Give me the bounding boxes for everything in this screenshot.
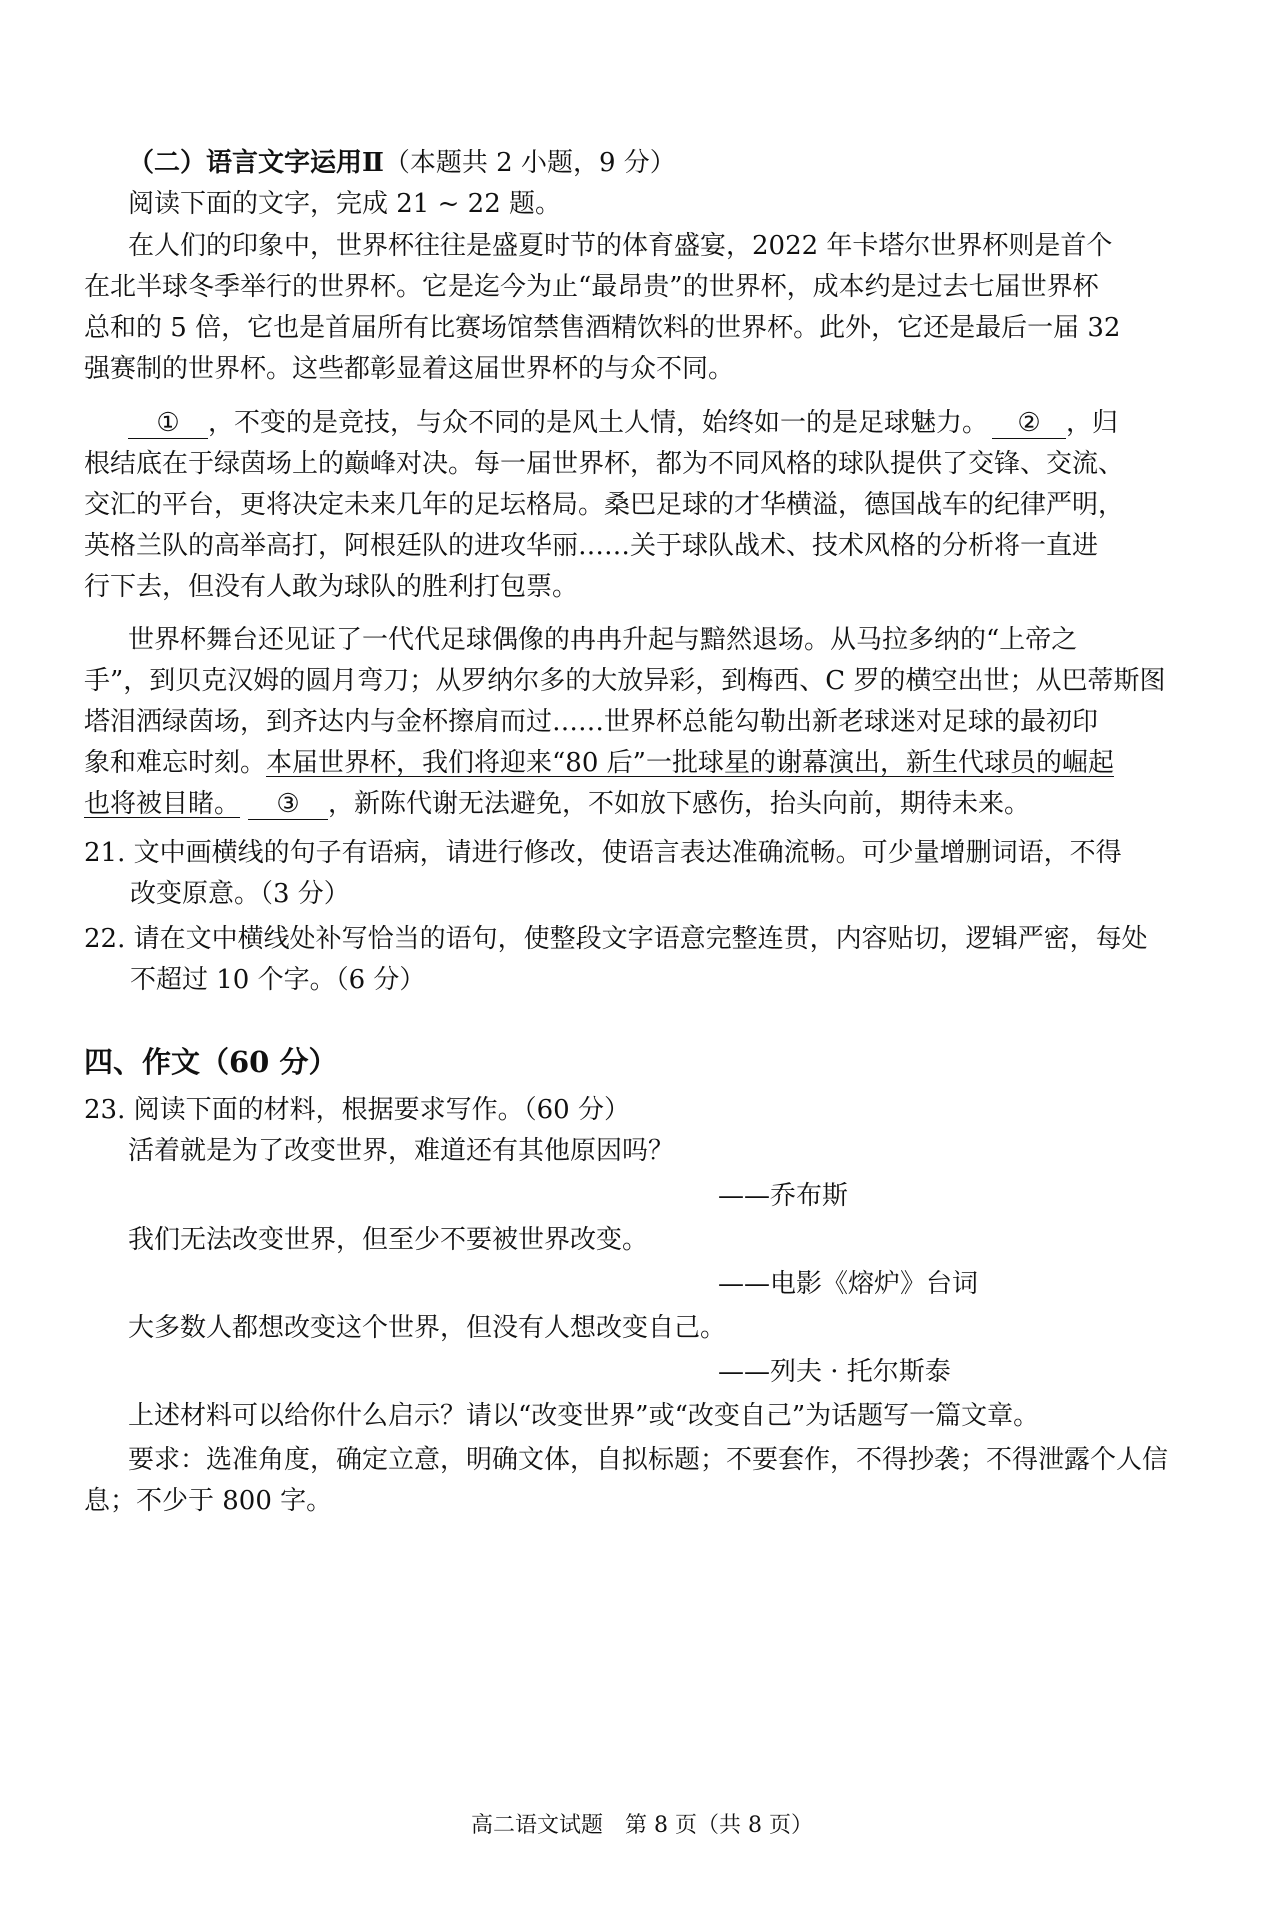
passage-p3-line-5 xyxy=(84,786,1030,822)
blank-3[interactable]: ③ xyxy=(248,789,328,820)
section-4-heading: 四、作文（60 分） xyxy=(84,1045,338,1079)
passage-p1-line-2: 在北半球冬季举行的世界杯。它是迄今为止“最昂贵”的世界杯，成本约是过去七届世界杯 xyxy=(84,272,1099,302)
passage-p3-line-1: 世界杯舞台还见证了一代代足球偶像的冉冉升起与黯然退场。从马拉多纳的“上帝之 xyxy=(128,625,1078,655)
question-21-line-1: 21. 文中画横线的句子有语病，请进行修改，使语言表达准确流畅。可少量增删词语，不得 xyxy=(84,838,1122,868)
passage-p2-line-3: 交汇的平台，更将决定未来几年的足坛格局。桑巴足球的才华横溢，德国战车的纪律严明， xyxy=(84,490,1125,520)
quote-3-source: ——列夫 · 托尔斯泰 xyxy=(718,1357,951,1387)
section-2-heading xyxy=(128,145,676,181)
blank-2[interactable]: ② xyxy=(992,408,1066,439)
question-21-line-2: 改变原意。（3 分） xyxy=(130,879,350,909)
passage-p2-line-5: 行下去，但没有人敢为球队的胜利打包票。 xyxy=(84,572,579,602)
question-23-prompt: 23. 阅读下面的材料，根据要求写作。（60 分） xyxy=(84,1095,630,1125)
question-22-line-1: 22. 请在文中横线处补写恰当的语句，使整段文字语意完整连贯，内容贴切，逻辑严密，每处 xyxy=(84,924,1148,954)
passage-p1-line-3: 总和的 5 倍，它也是首届所有比赛场馆禁售酒精饮料的世界杯。此外，它还是最后一届 32 xyxy=(84,313,1121,343)
blank-1[interactable]: ① xyxy=(128,408,208,439)
passage-p3-line-2: 手”，到贝克汉姆的圆月弯刀；从罗纳尔多的大放异彩，到梅西、C 罗的横空出世；从巴蒂斯图 xyxy=(84,666,1166,696)
quote-3-text: 大多数人都想改变这个世界，但没有人想改变自己。 xyxy=(128,1313,727,1343)
section-2-title: （二）语言文字运用Ⅱ xyxy=(128,148,384,178)
quote-1-text: 活着就是为了改变世界，难道还有其他原因吗？ xyxy=(128,1136,675,1166)
passage-p1-line-4: 强赛制的世界杯。这些都彰显着这届世界杯的与众不同。 xyxy=(84,354,735,384)
underlined-sentence-part-2: 也将被目睹。 xyxy=(84,789,241,819)
passage-p3-line-4-plain: 象和难忘时刻。 xyxy=(84,748,267,778)
passage-p2-line-2: 根结底在于绿茵场上的巅峰对决。每一届世界杯，都为不同风格的球队提供了交锋、交流、 xyxy=(84,449,1125,479)
section-2-score: （本题共 2 小题，9 分） xyxy=(383,148,676,178)
passage-p1-line-1: 在人们的印象中，世界杯往往是盛夏时节的体育盛宴，2022 年卡塔尔世界杯则是首个 xyxy=(128,231,1113,261)
quote-2-source: ——电影《熔炉》台词 xyxy=(718,1269,979,1299)
quote-2-text: 我们无法改变世界，但至少不要被世界改变。 xyxy=(128,1225,649,1255)
page-footer: 高二语文试题 第 8 页（共 8 页） xyxy=(471,1813,813,1838)
writing-requirements-line-1: 要求：选准角度，确定立意，明确文体，自拟标题；不要套作，不得抄袭；不得泄露个人信 xyxy=(128,1445,1169,1475)
reading-instruction: 阅读下面的文字，完成 21 ~ 22 题。 xyxy=(128,189,562,219)
passage-p3-line-3: 塔泪洒绿茵场，到齐达内与金杯擦肩而过……世界杯总能勾勒出新老球迷对足球的最初印 xyxy=(84,707,1099,737)
passage-p2-line-1-end: ，归 xyxy=(1066,408,1119,438)
question-22-line-2: 不超过 10 个字。（6 分） xyxy=(130,965,426,995)
quote-1-source: ——乔布斯 xyxy=(718,1181,849,1211)
passage-p2-line-4: 英格兰队的高举高打，阿根廷队的进攻华丽……关于球队战术、技术风格的分析将一直进 xyxy=(84,531,1099,561)
passage-p2-line-1 xyxy=(128,405,1118,441)
passage-p3-line-5-end: ，新陈代谢无法避免，不如放下感伤，抬头向前，期待未来。 xyxy=(328,789,1031,819)
underlined-sentence-part-1: 本届世界杯，我们将迎来“80 后”一批球星的谢幕演出，新生代球员的崛起 xyxy=(266,748,1114,778)
writing-task: 上述材料可以给你什么启示？请以“改变世界”或“改变自己”为话题写一篇文章。 xyxy=(128,1401,1040,1431)
passage-p3-line-4 xyxy=(84,745,1114,781)
writing-requirements-line-2: 息；不少于 800 字。 xyxy=(84,1486,333,1516)
passage-p2-line-1-text: ，不变的是竞技，与众不同的是风土人情，始终如一的是足球魅力。 xyxy=(208,408,989,438)
